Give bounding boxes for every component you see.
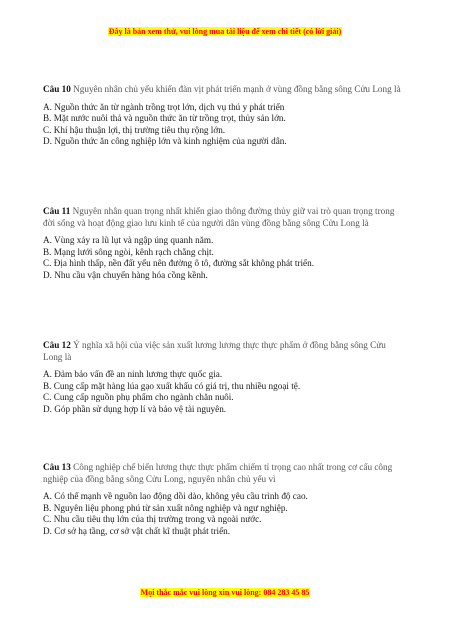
contact-footer-text: Mọi thắc mắc vui lòng xin vui lòng: 084 283 45 85 bbox=[140, 588, 310, 597]
question-text: Nguyên nhân quan trọng nhất khiến giao thông đường thủy giữ vai trò quan trọng trong đời sống và hoạt động giao lưu kinh tế của người dân vùng đồng bằng sông Cửu Long là bbox=[43, 206, 395, 228]
question-label: Câu 13 bbox=[43, 462, 71, 472]
question-label: Câu 11 bbox=[43, 206, 71, 216]
question-stem bbox=[43, 462, 405, 485]
question-label: Câu 12 bbox=[43, 340, 71, 350]
question-10 bbox=[43, 84, 405, 148]
question-stem bbox=[43, 340, 405, 363]
question-12 bbox=[43, 340, 405, 416]
option-b: B. Mặt nước nuôi thả và nguồn thức ăn từ trồng trọt, thủy sản lớn. bbox=[43, 113, 286, 124]
question-text: Công nghiệp chế biến lương thực thực phẩm chiếm tỉ trọng cao nhất trong cơ cấu công nghiệp của đồng bằng sông Cửu Long, nguyên nhân chủ yếu vì bbox=[43, 462, 393, 484]
question-11 bbox=[43, 206, 405, 282]
option-b: B. Cung cấp mặt hàng lúa gạo xuất khẩu có giá trị, thu nhiều ngoại tệ. bbox=[43, 380, 301, 391]
question-stem bbox=[43, 206, 405, 229]
question-text: Ý nghĩa xã hội của việc sản xuất lương lương thực thực phẩm ở đồng bằng sông Cửu Long là bbox=[43, 340, 386, 362]
option-d: D. Góp phần sử dụng hợp lí và bảo vệ tài nguyên. bbox=[43, 403, 227, 414]
option-a: A. Đảm bảo vấn đề an ninh lương thực quốc gia. bbox=[43, 369, 223, 380]
option-b: B. Nguyên liệu phong phú từ sản xuất nông nghiệp và ngư nghiệp. bbox=[43, 502, 288, 513]
option-a: A. Vùng xảy ra lũ lụt và ngập úng quanh năm. bbox=[43, 235, 214, 246]
preview-notice-banner bbox=[0, 27, 450, 36]
option-a: A. Có thế mạnh về nguồn lao động dồi dào, không yêu cầu trình độ cao. bbox=[43, 491, 308, 502]
question-13 bbox=[43, 462, 405, 538]
question-label: Câu 10 bbox=[43, 84, 71, 94]
question-text: Nguyên nhân chủ yếu khiến đàn vịt phát triển mạnh ở vùng đồng bằng sông Cửu Long là bbox=[73, 84, 401, 94]
contact-footer-banner bbox=[0, 588, 450, 597]
option-d: D. Cơ sở hạ tầng, cơ sở vật chất kĩ thuật phát triển. bbox=[43, 525, 231, 536]
option-a: A. Nguồn thức ăn từ ngành trồng trọt lớn, dịch vụ thú y phát triển bbox=[43, 101, 285, 112]
preview-notice-text: Đây là bản xem thử, vui lòng mua tài liệu để xem chi tiết (có lời giải) bbox=[108, 27, 342, 36]
option-c: C. Khí hậu thuận lợi, thị trường tiêu thụ rộng lớn. bbox=[43, 124, 226, 135]
option-d: D. Nguồn thức ăn công nghiệp lớn và kinh nghiệm của người dân. bbox=[43, 136, 287, 147]
option-d: D. Nhu cầu vận chuyển hàng hóa cồng kềnh. bbox=[43, 269, 208, 280]
option-c: C. Địa hình thấp, nền đất yếu nên đường ô tô, đường sắt không phát triển. bbox=[43, 258, 315, 269]
option-c: C. Cung cấp nguồn phụ phẩm cho ngành chăn nuôi. bbox=[43, 392, 234, 403]
option-c: C. Nhu cầu tiêu thụ lớn của thị trường trong và ngoài nước. bbox=[43, 514, 262, 525]
option-b: B. Mạng lưới sông ngòi, kênh rạch chằng chịt. bbox=[43, 246, 214, 257]
question-stem bbox=[43, 84, 405, 96]
